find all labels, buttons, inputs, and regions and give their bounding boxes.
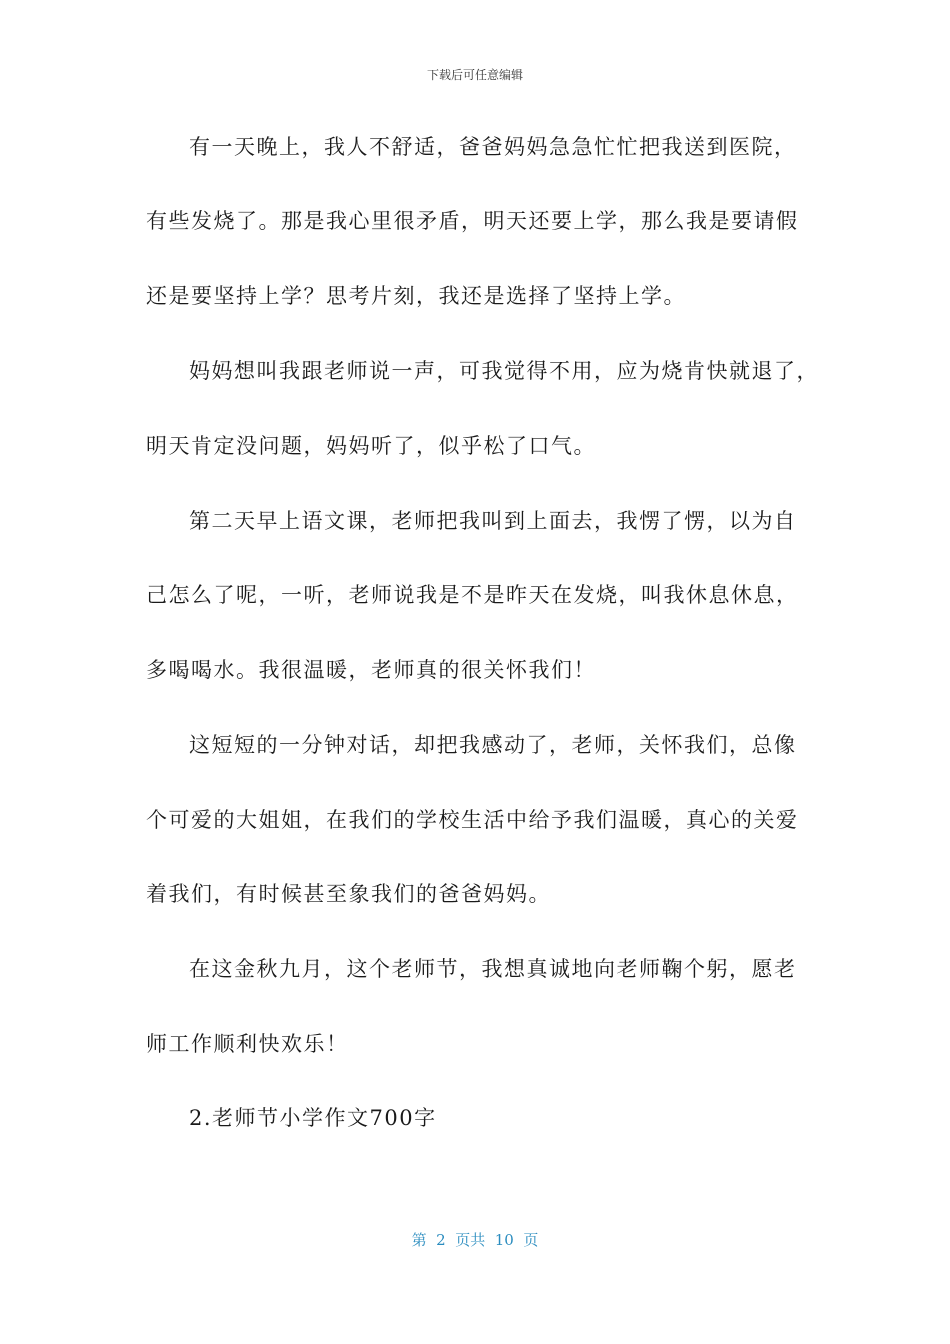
section-heading: 2.老师节小学作文700字: [189, 1106, 437, 1130]
paragraph-line: 己怎么了呢，一听，老师说我是不是昨天在发烧，叫我休息休息，: [146, 583, 799, 607]
paragraph-line: 第二天早上语文课，老师把我叫到上面去，我愣了愣，以为自: [189, 509, 797, 533]
paragraph-line: 有些发烧了。那是我心里很矛盾，明天还要上学，那么我是要请假: [146, 209, 799, 233]
paragraph-line: 在这金秋九月，这个老师节，我想真诚地向老师鞠个躬，愿老: [189, 957, 797, 981]
paragraph-line: 明天肯定没问题，妈妈听了，似乎松了口气。: [146, 434, 596, 458]
paragraph-line: 多喝喝水。我很温暖，老师真的很关怀我们！: [146, 658, 596, 682]
paragraph-line: 师工作顺利快欢乐！: [146, 1032, 349, 1056]
page-footer: 第 2 页共 10 页: [411, 1231, 539, 1249]
paragraph-line: 个可爱的大姐姐，在我们的学校生活中给予我们温暖，真心的关爱: [146, 808, 799, 832]
page-header: 下载后可任意编辑: [426, 68, 523, 82]
paragraph-line: 这短短的一分钟对话，却把我感动了，老师，关怀我们，总像: [189, 733, 797, 757]
paragraph-line: 妈妈想叫我跟老师说一声，可我觉得不用，应为烧肯快就退了，: [189, 359, 819, 383]
paragraph-line: 着我们，有时候甚至象我们的爸爸妈妈。: [146, 882, 551, 906]
paragraph-line: 有一天晚上，我人不舒适，爸爸妈妈急急忙忙把我送到医院，: [189, 135, 797, 159]
paragraph-line: 还是要坚持上学？思考片刻，我还是选择了坚持上学。: [146, 284, 686, 308]
